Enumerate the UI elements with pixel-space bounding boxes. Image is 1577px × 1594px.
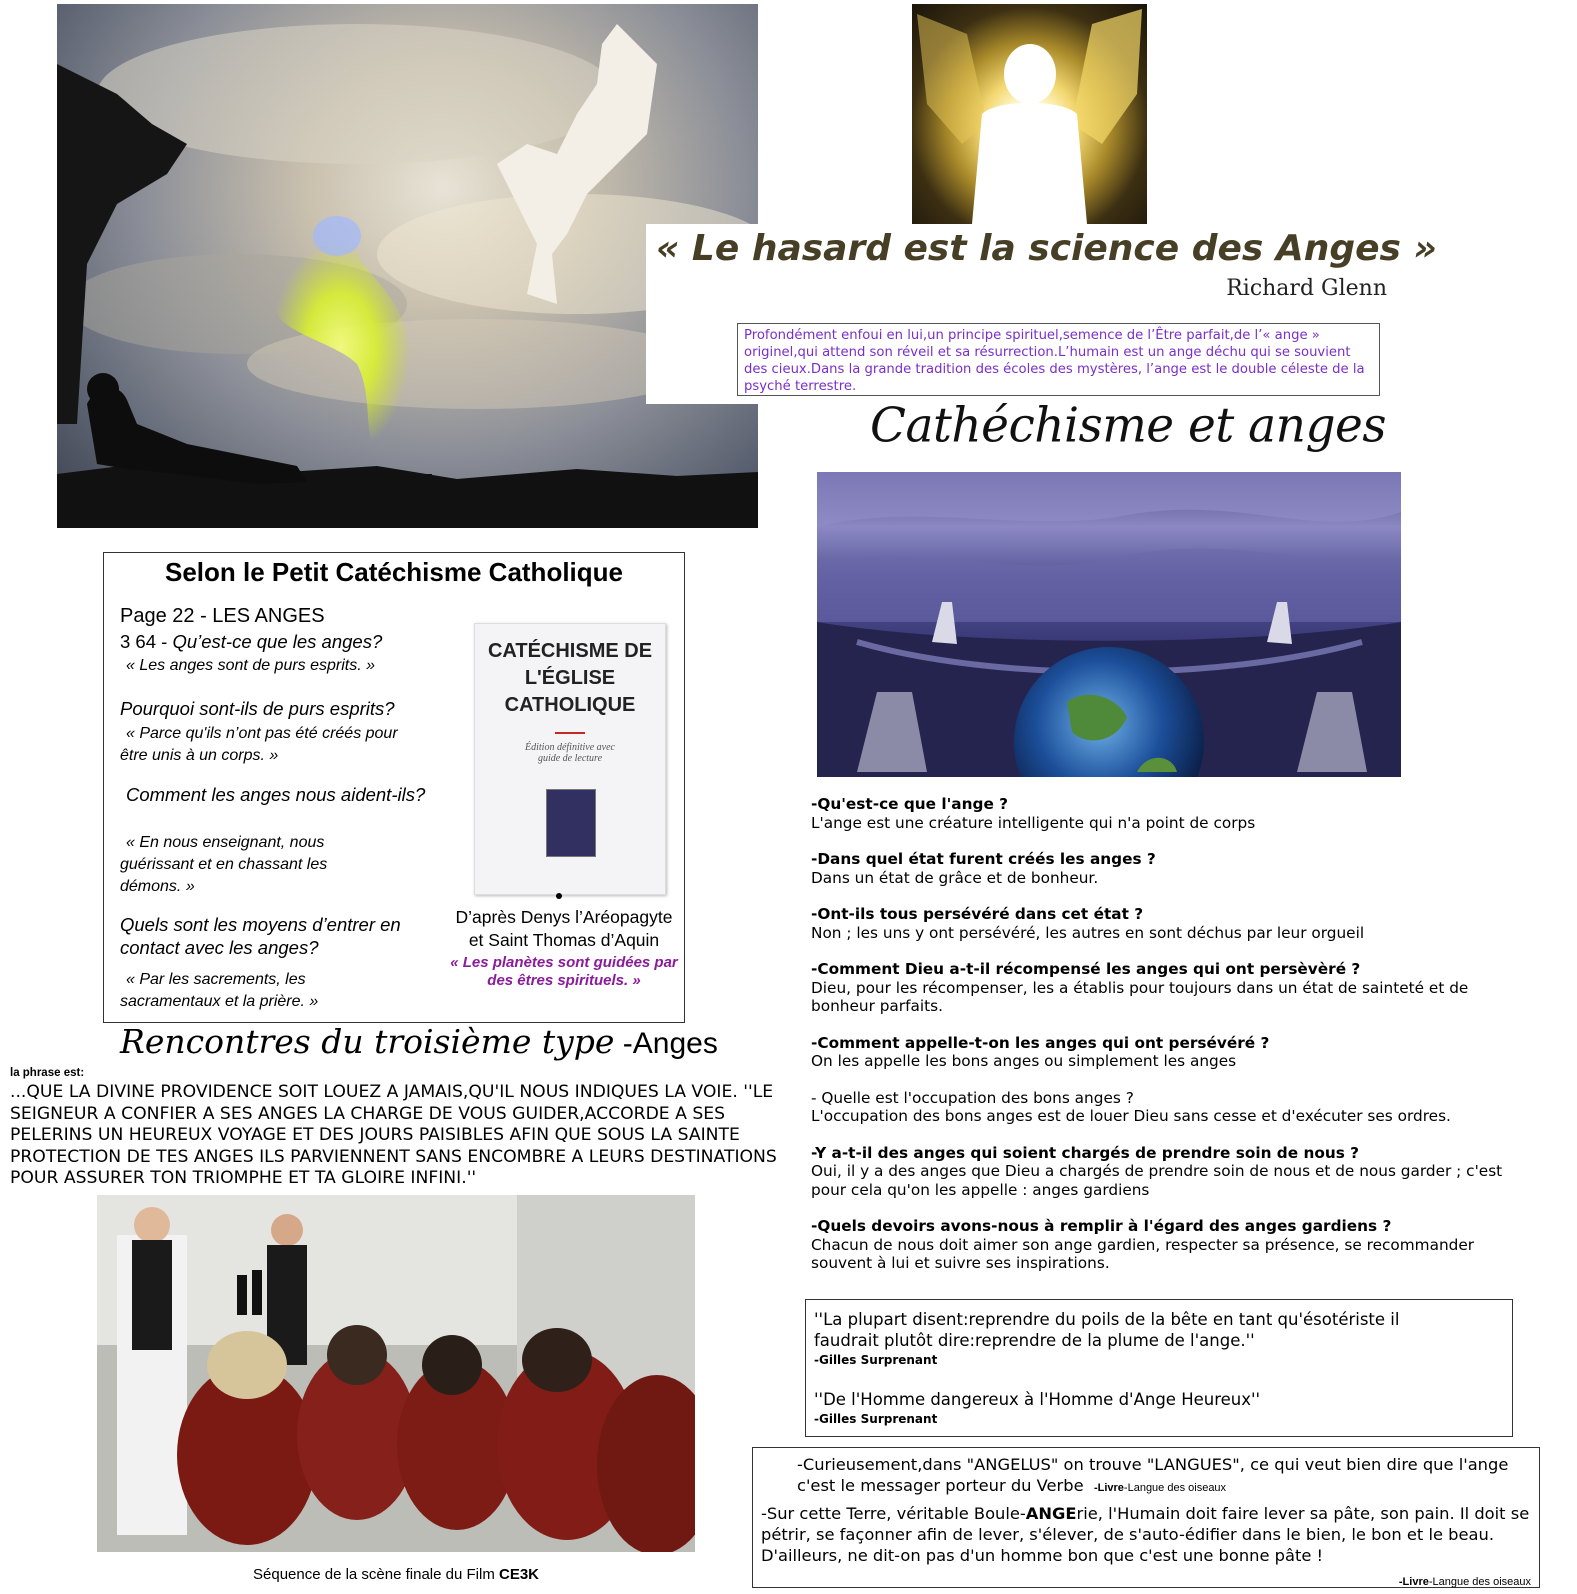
gilles-signature-2: -Gilles Surprenant	[814, 1412, 938, 1426]
earth-angels-image	[817, 472, 1401, 777]
qa-item	[811, 905, 1531, 942]
qa-item	[811, 850, 1531, 887]
page-reference: Page 22 - LES ANGES	[120, 605, 325, 627]
bullet-dot	[556, 893, 562, 899]
qa-answer: Oui, il y a des anges que Dieu a chargés de prendre soin de nous et de nous garder ; c'est pour cela qu'on les appelle : anges gardiens	[811, 1162, 1503, 1199]
film-scene-illustration	[97, 1195, 695, 1552]
qa-question: -Comment Dieu a-t-il récompensé les anges qui ont persèvèré ?	[811, 960, 1361, 978]
gilles-quote-2: ''De l'Homme dangereux à l'Homme d'Ange Heureux''	[814, 1390, 1261, 1409]
rencontres-title	[120, 1022, 718, 1061]
answer-3: « En nous enseignant, nous guérissant et en chassant les démons. »	[120, 834, 328, 895]
gilles-signature-1: -Gilles Surprenant	[814, 1353, 938, 1367]
qa-question: -Ont-ils tous persévéré dans cet état ?	[811, 905, 1144, 923]
qa-answer: Non ; les uns y ont persévéré, les autres en sont déchus par leur orgueil	[811, 923, 1365, 942]
catechism-book-cover	[474, 623, 666, 895]
purple-text-box: Profondément enfoui en lui,un principe spirituel,semence de l’Être parfait,de l’« ange » originel,qui attend son réveil et sa résurrection.L’humain est un ange déchu qui se souvient des cieux.Dans la grande tradition des écoles des mystères, l’ange est le double céleste de la psyché terrestre.	[737, 323, 1380, 396]
rencontres-title-main: Rencontres du troisième type	[120, 1022, 615, 1061]
film-caption	[97, 1566, 695, 1583]
film-still-image	[97, 1195, 695, 1552]
qa-question: -Qu'est-ce que l'ange ?	[811, 795, 1009, 813]
qa-question: -Comment appelle-t-on les anges qui ont persévéré ?	[811, 1033, 1270, 1052]
qa-answer: Chacun de nous doit aimer son ange gardien, respecter sa présence, se recommander souvent à lui et suivre ses inspirations.	[811, 1235, 1475, 1272]
phrase-label: la phrase est:	[10, 1067, 85, 1079]
earth-angels-illustration	[817, 472, 1401, 777]
catechism-title: Selon le Petit Catéchisme Catholique	[165, 557, 623, 587]
qa-question: -Dans quel état furent créés les anges ?	[811, 850, 1156, 868]
book-subtitle: Édition définitive avec guide de lecture	[525, 742, 615, 764]
qa-question: -Quels devoirs avons-nous à remplir à l'égard des anges gardiens ?	[811, 1217, 1392, 1235]
book-red-rule	[555, 732, 585, 734]
angelus-text-2b: rie, l'Humain doit faire lever sa pâte, son pain. Il doit se pétrir, se façonner afin de lever, s'élever, de s'auto-édifier dans le bien, le bon et le beau. D'ailleurs, ne dit-on pas d'un homme bon que c'est une bonne pâte !	[761, 1504, 1530, 1565]
angelus-source-2-text: -Langue des oiseaux	[1428, 1576, 1531, 1588]
film-caption-bold: CE3K	[498, 1566, 539, 1583]
answer-1: « Les anges sont de purs esprits. »	[126, 657, 376, 674]
angelus-source-1-bold: -Livre	[1093, 1482, 1124, 1494]
qa-answer: L'occupation des bons anges est de louer Dieu sans cesse et d'exécuter ses ordres.	[811, 1107, 1451, 1125]
question-1-row	[120, 631, 440, 653]
qa-item	[811, 1089, 1531, 1126]
angelus-paragraph-1	[797, 1454, 1532, 1499]
angel-figure-illustration	[912, 4, 1147, 224]
qa-question: - Quelle est l'occupation des bons anges ?	[811, 1088, 1134, 1107]
rencontres-title-suffix: -Anges	[614, 1027, 718, 1060]
quote-author: Richard Glenn	[1226, 276, 1387, 301]
angelus-box	[752, 1447, 1540, 1588]
attribution: D’après Denys l’Aréopagyte et Saint Thomas d’Aquin	[455, 907, 673, 950]
answer-2: « Parce qu'ils n’ont pas été créés pour être unis à un corps. »	[120, 725, 398, 764]
question-3: Comment les anges nous aident-ils?	[126, 784, 426, 805]
qa-item	[811, 1034, 1531, 1071]
angelus-source-1	[1094, 1482, 1226, 1494]
question-4: Quels sont les moyens d’entrer en contact avec les anges?	[120, 914, 401, 958]
qa-answer: On les appelle les bons anges ou simplement les anges	[811, 1052, 1237, 1070]
angelus-paragraph-2	[761, 1503, 1531, 1566]
gilles-quote-1: ''La plupart disent:reprendre du poils de la bête en tant qu'ésotériste il faudrait plutôt dire:reprendre de la plume de l'ange.''	[814, 1310, 1400, 1350]
section-title: Cathéchisme et anges	[870, 397, 1386, 454]
qa-list	[811, 795, 1531, 1291]
gilles-quote-box	[805, 1299, 1513, 1437]
book-cover-art	[546, 789, 596, 857]
question-1: Qu’est-ce que les anges?	[172, 631, 383, 652]
angelus-source-2-bold: -Livre	[1398, 1576, 1429, 1588]
answer-4: « Par les sacrements, les sacramentaux et la prière. »	[120, 971, 319, 1010]
main-quote: « Le hasard est la science des Anges »	[656, 228, 1437, 269]
qa-item	[811, 1217, 1531, 1273]
qa-item	[811, 1144, 1531, 1200]
catechism-box	[103, 552, 685, 1023]
planets-quote: « Les planètes sont guidées par des êtres spirituels. »	[450, 954, 678, 989]
qa-question: -Y a-t-il des anges qui soient chargés de prendre soin de nous ?	[811, 1143, 1360, 1162]
film-caption-text: Séquence de la scène finale du Film	[253, 1566, 499, 1583]
qa-item	[811, 960, 1531, 1016]
phrase-text: ...QUE LA DIVINE PROVIDENCE SOIT LOUEZ A JAMAIS,QU'IL NOUS INDIQUES LA VOIE. ''LE SEIGNEUR A CONFIER A SES ANGES LA CHARGE DE VOUS GUIDER,ACCORDE A SES PELERINS UN HEUREUX VOYAGE ET DES JOURS PAISIBLES AFIN QUE SOUS LA SAINTE PROTECTION DE TES ANGES ILS PARVIENNENT SANS ENCOMBRE A LEURS DESTINATIONS POUR ASSURER TON TRIOMPHE ET TA GLOIRE INFINI.''	[10, 1082, 777, 1188]
qa-answer: L'ange est une créature intelligente qui n'a point de corps	[811, 813, 1256, 832]
qa-item	[811, 795, 1531, 832]
glowing-angel-image	[912, 4, 1147, 224]
book-title: CATÉCHISME DE L'ÉGLISE CATHOLIQUE	[487, 640, 653, 716]
question-2: Pourquoi sont-ils de purs esprits?	[120, 698, 395, 719]
qa-answer: Dieu, pour les récompenser, les a établis pour toujours dans un état de sainteté et de bonheur parfaits.	[811, 978, 1469, 1015]
angelus-source-1-text: -Langue des oiseaux	[1123, 1482, 1227, 1494]
angelus-text-1: -Curieusement,dans "ANGELUS" on trouve "LANGUES", ce qui veut bien dire que l'ange c'est le messager porteur du Verbe	[797, 1455, 1509, 1495]
question-1-number: 3 64 -	[120, 631, 173, 652]
angelus-text-2a: -Sur cette Terre, véritable Boule-	[761, 1504, 1026, 1523]
angelus-source-2	[1399, 1572, 1531, 1593]
angelus-text-2-bold: ANGE	[1025, 1504, 1077, 1523]
qa-answer: Dans un état de grâce et de bonheur.	[811, 868, 1099, 887]
